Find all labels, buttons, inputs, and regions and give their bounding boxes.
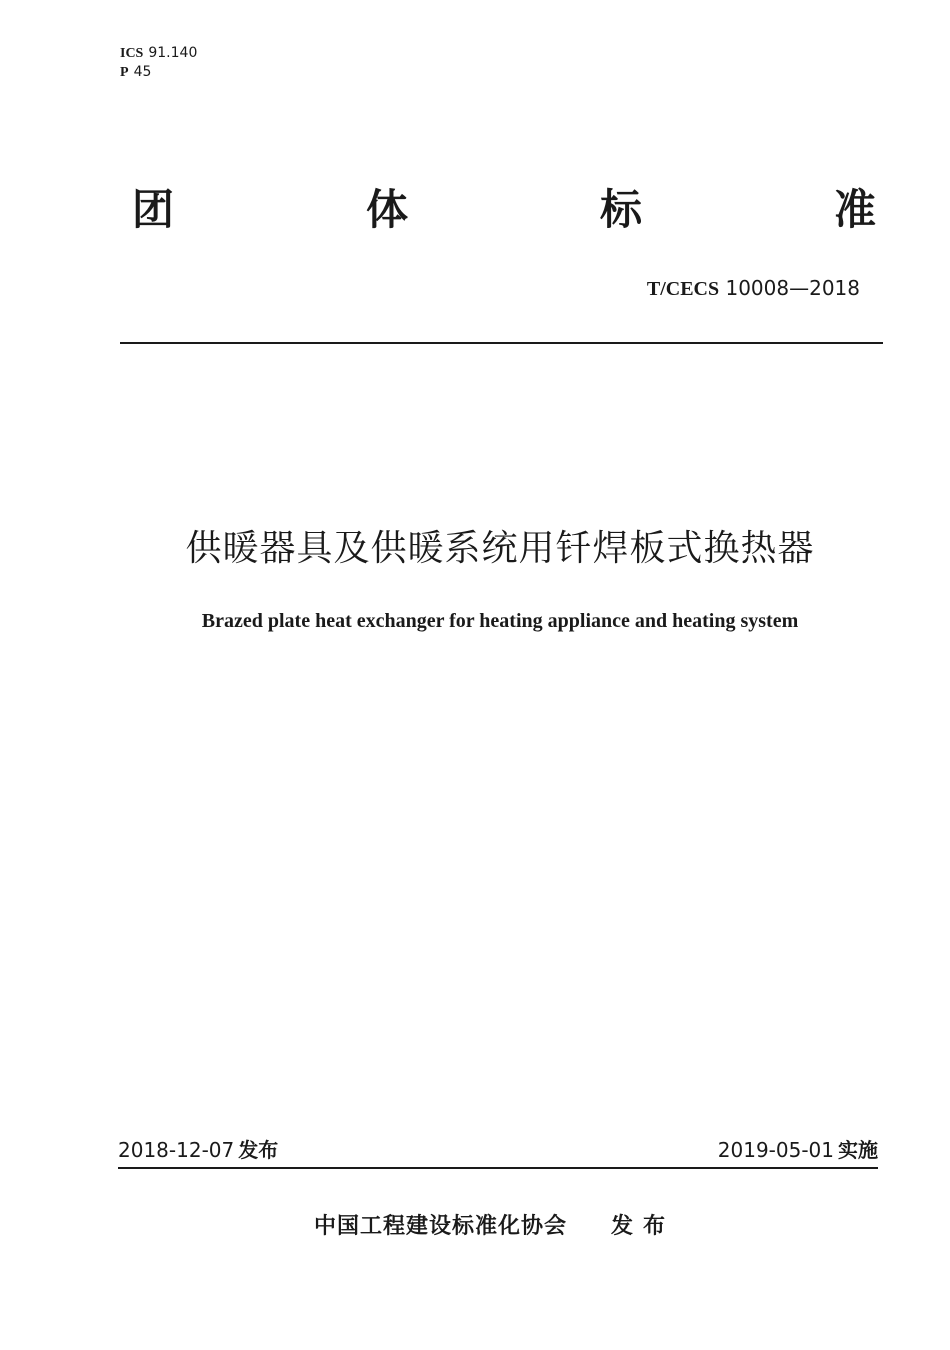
ics-line <box>120 44 197 63</box>
implementation-date-line <box>718 1137 878 1163</box>
publisher-name: 中国工程建设标准化协会 <box>314 1214 568 1239</box>
standard-type-char: 体 <box>365 185 408 234</box>
classification-block <box>120 44 197 82</box>
issue-label: 发布 <box>238 1138 279 1162</box>
implementation-date: 2019-05-01 <box>717 1138 834 1162</box>
standard-type-char: 准 <box>833 185 876 234</box>
standard-type-char: 团 <box>132 185 175 234</box>
document-title-english: Brazed plate heat exchanger for heating appliance and heating system <box>201 610 799 632</box>
publisher-line <box>314 1212 675 1242</box>
issue-date-line <box>118 1137 278 1163</box>
footer-divider <box>118 1167 878 1169</box>
publisher-action: 发布 <box>611 1214 676 1239</box>
document-title-chinese: 供暖器具及供暖系统用钎焊板式换热器 <box>185 528 815 569</box>
header-divider <box>120 342 883 344</box>
standard-number-value: 10008—2018 <box>725 276 860 300</box>
ccs-value: 45 <box>133 64 152 80</box>
implementation-label: 实施 <box>838 1138 878 1162</box>
standard-number-prefix: T/CECS <box>646 278 720 300</box>
ics-label: ICS <box>120 46 144 61</box>
ccs-line <box>120 63 197 82</box>
standard-number <box>647 276 860 301</box>
standard-type-heading <box>132 182 876 238</box>
ics-value: 91.140 <box>148 45 198 61</box>
ccs-label: P <box>120 65 129 80</box>
issue-date: 2018-12-07 <box>118 1138 235 1162</box>
standard-type-char: 标 <box>599 185 642 234</box>
